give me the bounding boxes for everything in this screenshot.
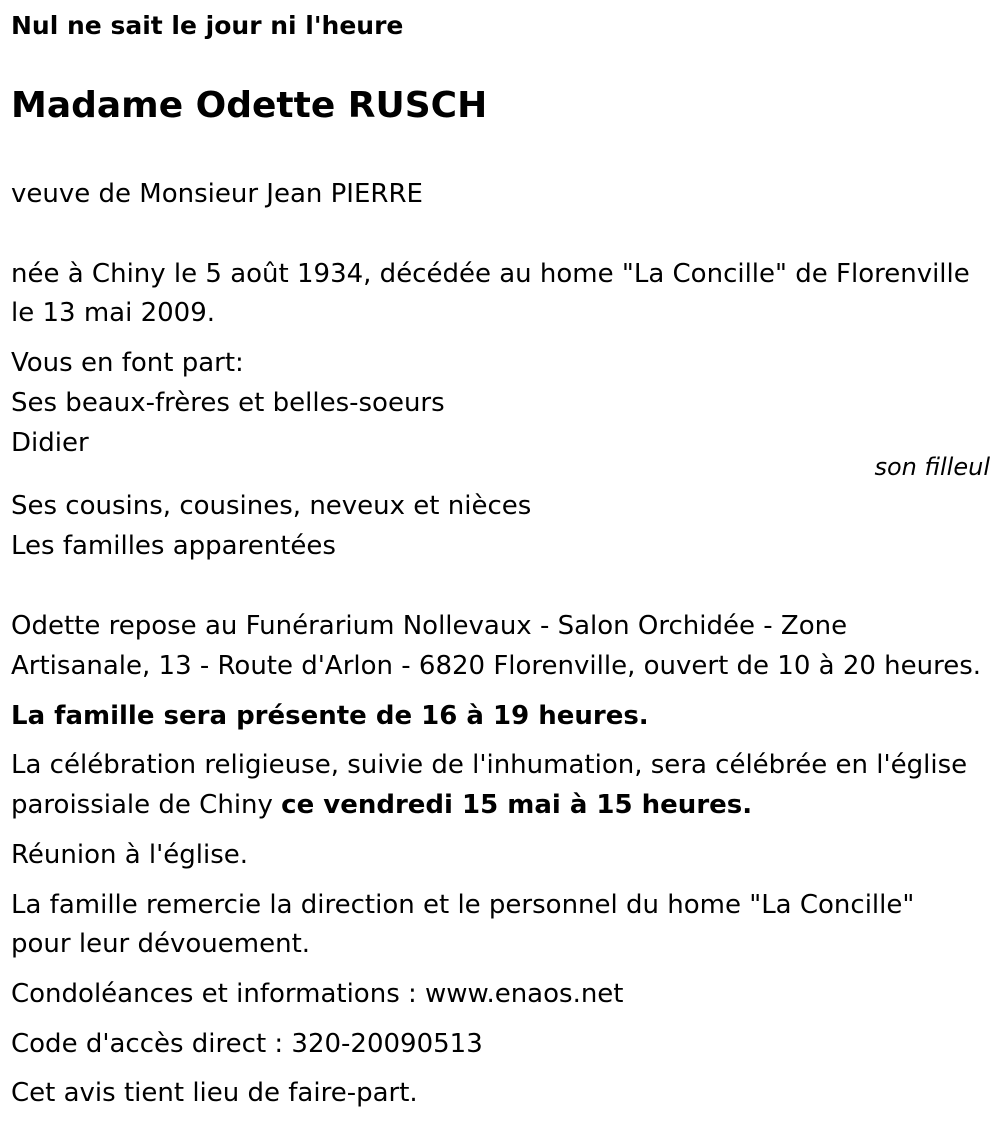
didier-role: son filleul — [874, 453, 990, 481]
family-cousins: Ses cousins, cousines, neveux et nièces — [11, 491, 532, 521]
condolences-line: Condoléances et informations : www.enaos.net — [11, 979, 624, 1009]
birth-death-line-1: née à Chiny le 5 août 1934, décédée au home "La Concille" de Florenville — [11, 259, 970, 289]
spouse-line: veuve de Monsieur Jean PIERRE — [11, 179, 423, 209]
family-related: Les familles apparentées — [11, 531, 336, 561]
notice-line: Cet avis tient lieu de faire-part. — [11, 1078, 418, 1108]
thanks-line-2: pour leur dévouement. — [11, 929, 311, 959]
family-member-in-laws: Ses beaux-frères et belles-soeurs — [11, 388, 445, 418]
ceremony-datetime: ce vendredi 15 mai à 15 heures. — [281, 790, 753, 820]
deceased-name: Madame Odette RUSCH — [11, 85, 488, 126]
family-intro: Vous en font part: — [11, 348, 244, 378]
repose-line-1: Odette repose au Funérarium Nollevaux - Salon Orchidée - Zone — [11, 611, 848, 641]
motto: Nul ne sait le jour ni l'heure — [11, 11, 404, 40]
family-presence: La famille sera présente de 16 à 19 heures. — [11, 701, 649, 731]
reunion-line: Réunion à l'église. — [11, 840, 249, 870]
birth-death-line-2: le 13 mai 2009. — [11, 298, 216, 328]
ceremony-line-1: La célébration religieuse, suivie de l'inhumation, sera célébrée en l'église — [11, 750, 968, 780]
ceremony-location: paroissiale de Chiny — [11, 790, 282, 820]
ceremony-line-2 — [11, 785, 752, 825]
access-code-line: Code d'accès direct : 320-20090513 — [11, 1029, 483, 1059]
repose-line-2: Artisanale, 13 - Route d'Arlon - 6820 Florenville, ouvert de 10 à 20 heures. — [11, 651, 982, 681]
thanks-line-1: La famille remercie la direction et le personnel du home "La Concille" — [11, 890, 915, 920]
family-member-didier: Didier — [11, 428, 89, 458]
